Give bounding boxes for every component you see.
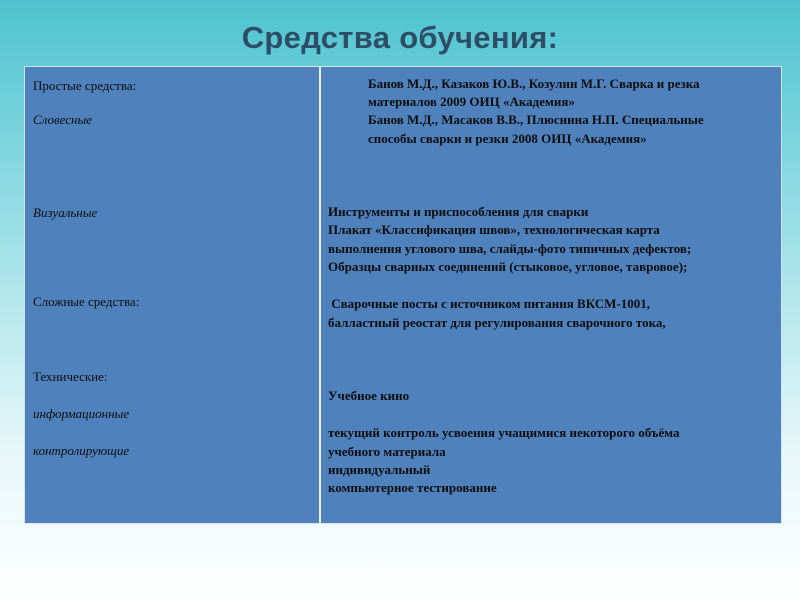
reference-2-line-2: способы сварки и резки 2008 ОИЦ «Академия»: [368, 131, 647, 146]
informational-label: информационные: [33, 406, 130, 421]
reference-2-line-1: Банов М.Д., Масаков В.В., Плюснина Н.П. Специальные: [368, 112, 704, 127]
visual-label: Визуальные: [33, 205, 98, 220]
control-item-2: учебного материала: [328, 444, 446, 459]
visual-item-4: Образцы сварных соединений (стыковое, угловое, тавровое);: [328, 259, 688, 274]
technical-header: Технические:: [33, 369, 108, 384]
visual-item-2: Плакат «Классификация швов», технологическая карта: [328, 222, 660, 237]
complex-item-2: балластный реостат для регулирования сварочного тока,: [328, 315, 666, 330]
controlling-label: контролирующие: [33, 443, 130, 458]
page-title: Средства обучения:: [241, 20, 559, 55]
educational-film: Учебное кино: [328, 388, 410, 403]
control-item-1: текущий контроль усвоения учащимися некоторого объёма: [328, 425, 680, 440]
control-item-4: компьютерное тестирование: [328, 480, 497, 495]
complex-item-1: Сварочные посты с источником питания ВКСМ-1001,: [328, 296, 651, 311]
visual-item-1: Инструменты и приспособления для сварки: [328, 204, 589, 219]
complex-means-header: Сложные средства:: [33, 294, 140, 309]
visual-item-3: выполнения углового шва, слайды-фото типичных дефектов;: [328, 241, 692, 256]
control-item-3: индивидуальный: [328, 462, 431, 477]
reference-1-line-2: материалов 2009 ОИЦ «Академия»: [368, 94, 575, 109]
content-table: [24, 66, 782, 524]
simple-means-header: Простые средства:: [33, 78, 137, 93]
column-divider: [319, 67, 321, 523]
reference-1-line-1: Банов М.Д., Казаков Ю.В., Козулин М.Г. Сварка и резка: [368, 76, 700, 91]
verbal-label: Словесные: [33, 112, 93, 127]
